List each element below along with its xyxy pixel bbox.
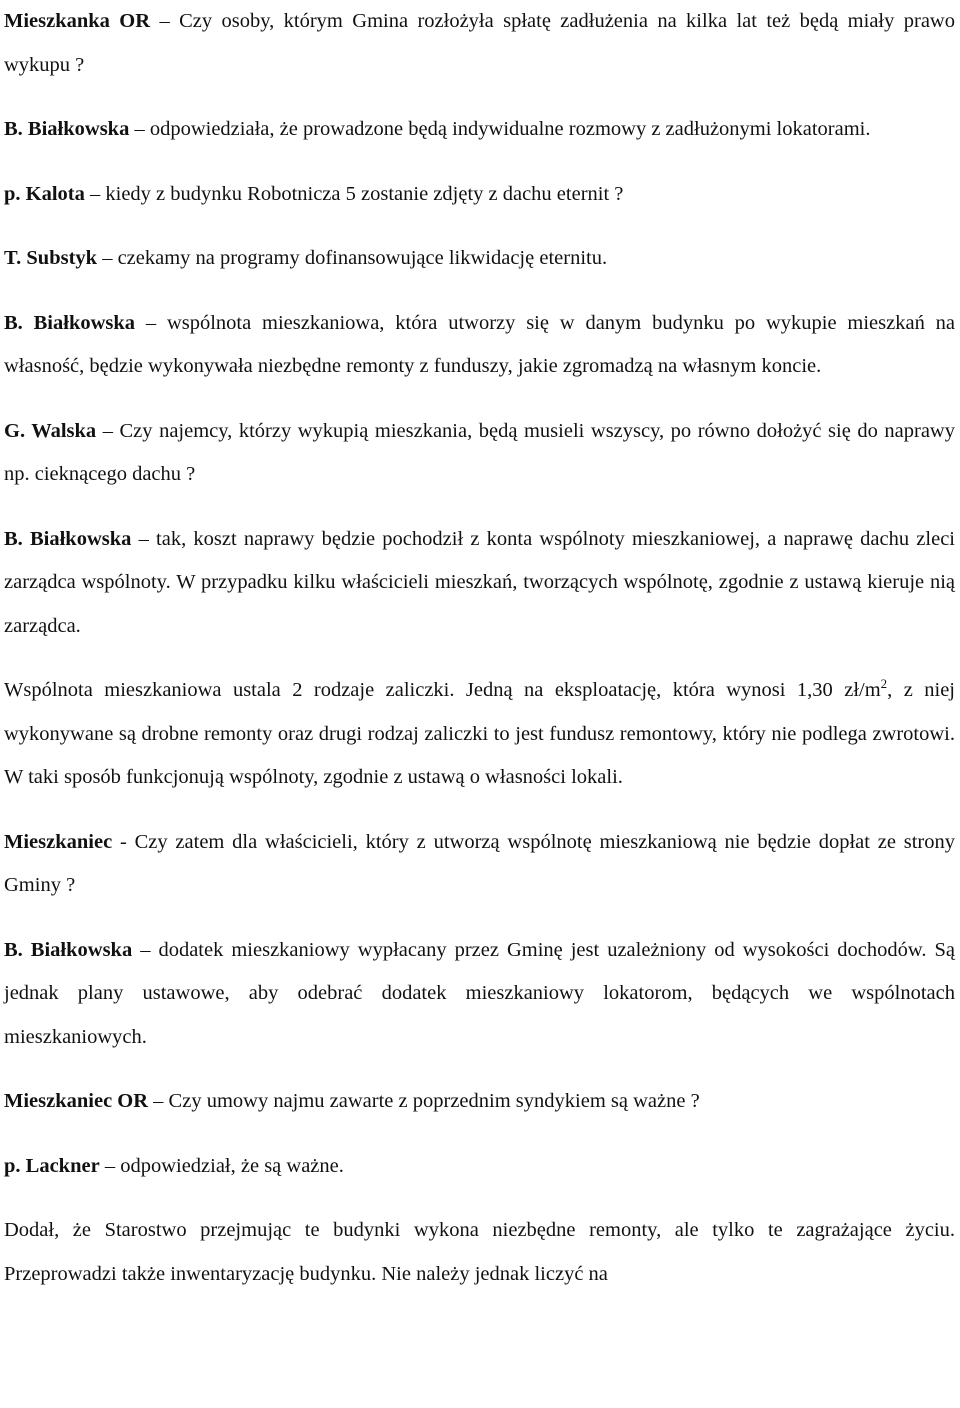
paragraph-text: – Czy najemcy, którzy wykupią mieszkania, będą musieli wszyscy, po równo dołożyć się do naprawy np. cieknącego dachu ? <box>4 419 955 485</box>
speaker-name: Mieszkanka OR <box>4 10 151 32</box>
speaker-name: T. Substyk <box>4 247 98 269</box>
paragraph-substyk <box>4 237 955 281</box>
paragraph-text: - Czy zatem dla właścicieli, który z utworzą wspólnotę mieszkaniową nie będzie dopłat ze strony Gminy ? <box>4 830 955 896</box>
paragraph-text: – Czy osoby, którym Gmina rozłożyła spłatę zadłużenia na kilka lat też będą miały prawo wykupu ? <box>4 10 955 76</box>
paragraph-bialkowska-3 <box>4 518 955 649</box>
speaker-name: G. Walska <box>4 419 97 442</box>
paragraph-text: – czekamy na programy dofinansowujące likwidację eternitu. <box>97 247 608 269</box>
paragraph-text: – odpowiedział, że są ważne. <box>99 1154 344 1177</box>
speaker-name: B. Białkowska <box>4 311 136 334</box>
paragraph-dodal <box>4 1209 955 1296</box>
superscript: 2 <box>880 676 888 692</box>
document-page <box>4 0 955 1296</box>
paragraph-text: – tak, koszt naprawy będzie pochodził z konta wspólnoty mieszkaniowej, a naprawę dachu zleci zarządca wspólnoty. W przypadku kilku właścicieli mieszkań, tworzących wspólnotę, zgodnie z ustawą kieruje nią zarządca. <box>4 527 955 637</box>
paragraph-text: – dodatek mieszkaniowy wypłacany przez Gminę jest uzależniony od wysokości dochodów. Są jednak plany ustawowe, aby odebrać dodatek mieszkaniowy lokatorom, będących we wspólnotach mieszkaniowych. <box>4 938 955 1048</box>
speaker-name: B. Białkowska <box>4 118 130 140</box>
speaker-name: p. Lackner <box>4 1154 100 1177</box>
paragraph-bialkowska-1 <box>4 108 955 152</box>
paragraph-wspolnota <box>4 669 955 800</box>
paragraph-lackner <box>4 1145 955 1189</box>
speaker-name: B. Białkowska <box>4 938 133 961</box>
paragraph-mieszkanka-or <box>4 0 955 87</box>
speaker-name: p. Kalota <box>4 182 85 205</box>
speaker-name: Mieszkaniec OR <box>4 1090 149 1112</box>
speaker-name: B. Białkowska <box>4 527 132 550</box>
paragraph-text: – Czy umowy najmu zawarte z poprzednim syndykiem są ważne ? <box>148 1090 700 1112</box>
paragraph-walska <box>4 410 955 497</box>
paragraph-bialkowska-2 <box>4 302 955 389</box>
paragraph-text: Dodał, że Starostwo przejmując te budynki wykona niezbędne remonty, ale tylko te zagrażające życiu. Przeprowadzi także inwentaryzację budynku. Nie należy jednak liczyć na <box>4 1219 955 1285</box>
paragraph-text: Wspólnota mieszkaniowa ustala 2 rodzaje zaliczki. Jedną na eksploatację, która wynosi 1,30 zł/m <box>4 679 881 701</box>
paragraph-bialkowska-4 <box>4 929 955 1060</box>
paragraph-mieszkaniec <box>4 821 955 908</box>
speaker-name: Mieszkaniec <box>4 830 113 853</box>
paragraph-mieszkaniec-or <box>4 1080 955 1124</box>
paragraph-text: – wspólnota mieszkaniowa, która utworzy się w danym budynku po wykupie mieszkań na własność, będzie wykonywała niezbędne remonty z funduszy, jakie zgromadzą na własnym koncie. <box>4 311 955 377</box>
paragraph-text: – odpowiedziała, że prowadzone będą indywidualne rozmowy z zadłużonymi lokatorami. <box>129 118 871 140</box>
paragraph-kalota <box>4 173 955 217</box>
paragraph-text: – kiedy z budynku Robotnicza 5 zostanie zdjęty z dachu eternit ? <box>84 182 624 205</box>
paragraph-text: , z niej wykonywane są drobne remonty oraz drugi rodzaj zaliczki to jest fundusz remontowy, który nie podlega zwrotowi. W taki sposób funkcjonują wspólnoty, zgodnie z ustawą o własności lokali. <box>4 679 955 788</box>
